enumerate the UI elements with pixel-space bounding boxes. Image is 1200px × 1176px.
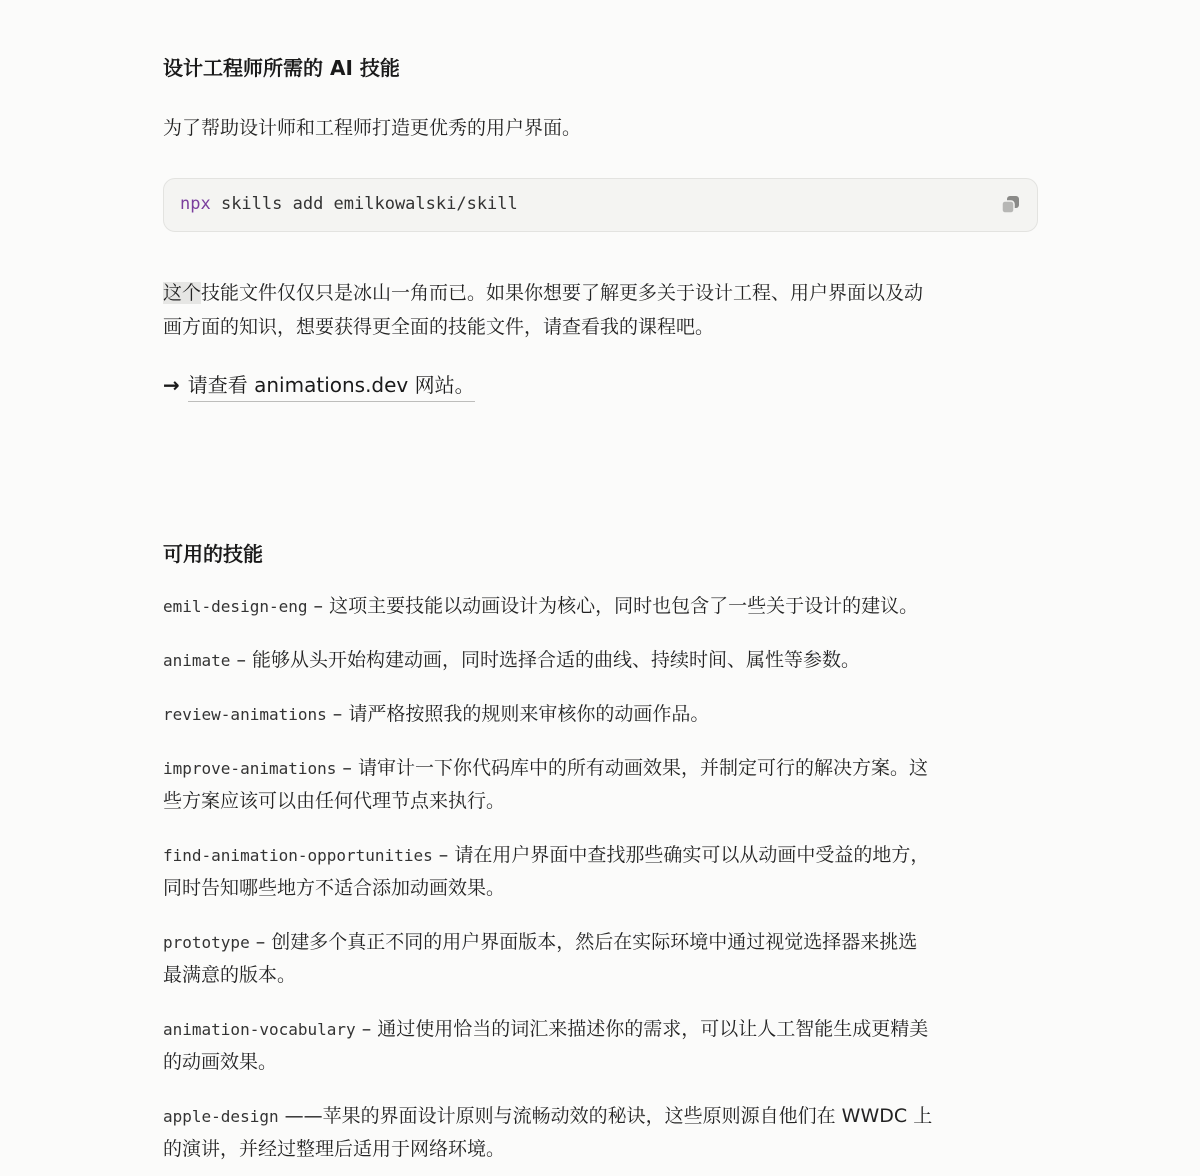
skill-description: 创建多个真正不同的用户界面版本，然后在实际环境中通过视觉选择器来挑选 (271, 931, 918, 953)
course-link-row (163, 370, 475, 400)
skill-item: animate – 能够从头开始构建动画，同时选择合适的曲线、持续时间、属性等参数。 (163, 649, 861, 671)
skill-description-cont: 同时告知哪些地方不适合添加动画效果。 (163, 877, 506, 899)
command-keyword: npx (180, 194, 211, 214)
skill-description: 请严格按照我的规则来审核你的动画作品。 (348, 703, 710, 725)
skill-name: improve-animations (163, 759, 337, 778)
skills-title: 可用的技能 (163, 542, 263, 566)
intro-line-1: 技能文件仅仅只是冰山一角而已。如果你想要了解更多关于设计工程、用户界面以及动 (201, 282, 924, 304)
skill-item: review-animations – 请严格按照我的规则来审核你的动画作品。 (163, 703, 710, 725)
skill-description-cont: 些方案应该可以由任何代理节点来执行。 (163, 790, 506, 812)
skill-name: prototype (163, 933, 250, 952)
skill-name: animation-vocabulary (163, 1020, 356, 1039)
selected-text: 这个 (163, 282, 202, 304)
skill-item: emil-design-eng – 这项主要技能以动画设计为核心，同时也包含了一些关于设计的建议。 (163, 595, 919, 617)
skill-name: emil-design-eng (163, 597, 308, 616)
skill-description-cont: 的演讲，并经过整理后适用于网络环境。 (163, 1138, 506, 1160)
skill-description-cont: 最满意的版本。 (163, 964, 297, 986)
section-subtitle: 为了帮助设计师和工程师打造更优秀的用户界面。 (163, 117, 582, 139)
arrow-right-icon: → (163, 373, 180, 397)
course-link[interactable]: 请查看 animations.dev 网站。 (188, 373, 475, 402)
command-args: skills add emilkowalski/skill (210, 194, 518, 214)
skill-name: animate (163, 651, 231, 670)
skill-name: review-animations (163, 705, 327, 724)
copy-icon[interactable] (999, 193, 1023, 217)
skill-name: apple-design (163, 1107, 279, 1126)
skill-description: 通过使用恰当的词汇来描述你的需求，可以让人工智能生成更精美 (377, 1018, 929, 1040)
intro-paragraph (163, 276, 923, 344)
skill-description: 这项主要技能以动画设计为核心，同时也包含了一些关于设计的建议。 (329, 595, 919, 617)
skill-description: 能够从头开始构建动画，同时选择合适的曲线、持续时间、属性等参数。 (252, 649, 861, 671)
skill-item: animation-vocabulary – 通过使用恰当的词汇来描述你的需求，可以让人工智能生成更精美 的动画效果。 (163, 1018, 929, 1073)
skill-description: 请在用户界面中查找那些确实可以从动画中受益的地方， (454, 844, 930, 866)
skill-item: improve-animations – 请审计一下你代码库中的所有动画效果，并制定可行的解决方案。这 些方案应该可以由任何代理节点来执行。 (163, 757, 928, 812)
skill-description: 请审计一下你代码库中的所有动画效果，并制定可行的解决方案。这 (357, 757, 928, 779)
skill-item: find-animation-opportunities – 请在用户界面中查找那些确实可以从动画中受益的地方， 同时告知哪些地方不适合添加动画效果。 (163, 844, 930, 899)
intro-line-2: 画方面的知识，想要获得更全面的技能文件，请查看我的课程吧。 (163, 316, 715, 338)
skill-item: prototype – 创建多个真正不同的用户界面版本，然后在实际环境中通过视觉选择器来挑选 最满意的版本。 (163, 931, 918, 986)
install-command[interactable] (180, 194, 518, 214)
section-title: 设计工程师所需的 AI 技能 (163, 56, 400, 80)
skill-name: find-animation-opportunities (163, 846, 433, 865)
skill-description: 苹果的界面设计原则与流畅动效的秘诀，这些原则源自他们在 WWDC 上 (322, 1105, 933, 1127)
skill-item: apple-design ——苹果的界面设计原则与流畅动效的秘诀，这些原则源自他们在 WWDC 上 的演讲，并经过整理后适用于网络环境。 (163, 1105, 933, 1160)
install-code-block[interactable] (163, 178, 1038, 232)
skill-description-cont: 的动画效果。 (163, 1051, 278, 1073)
